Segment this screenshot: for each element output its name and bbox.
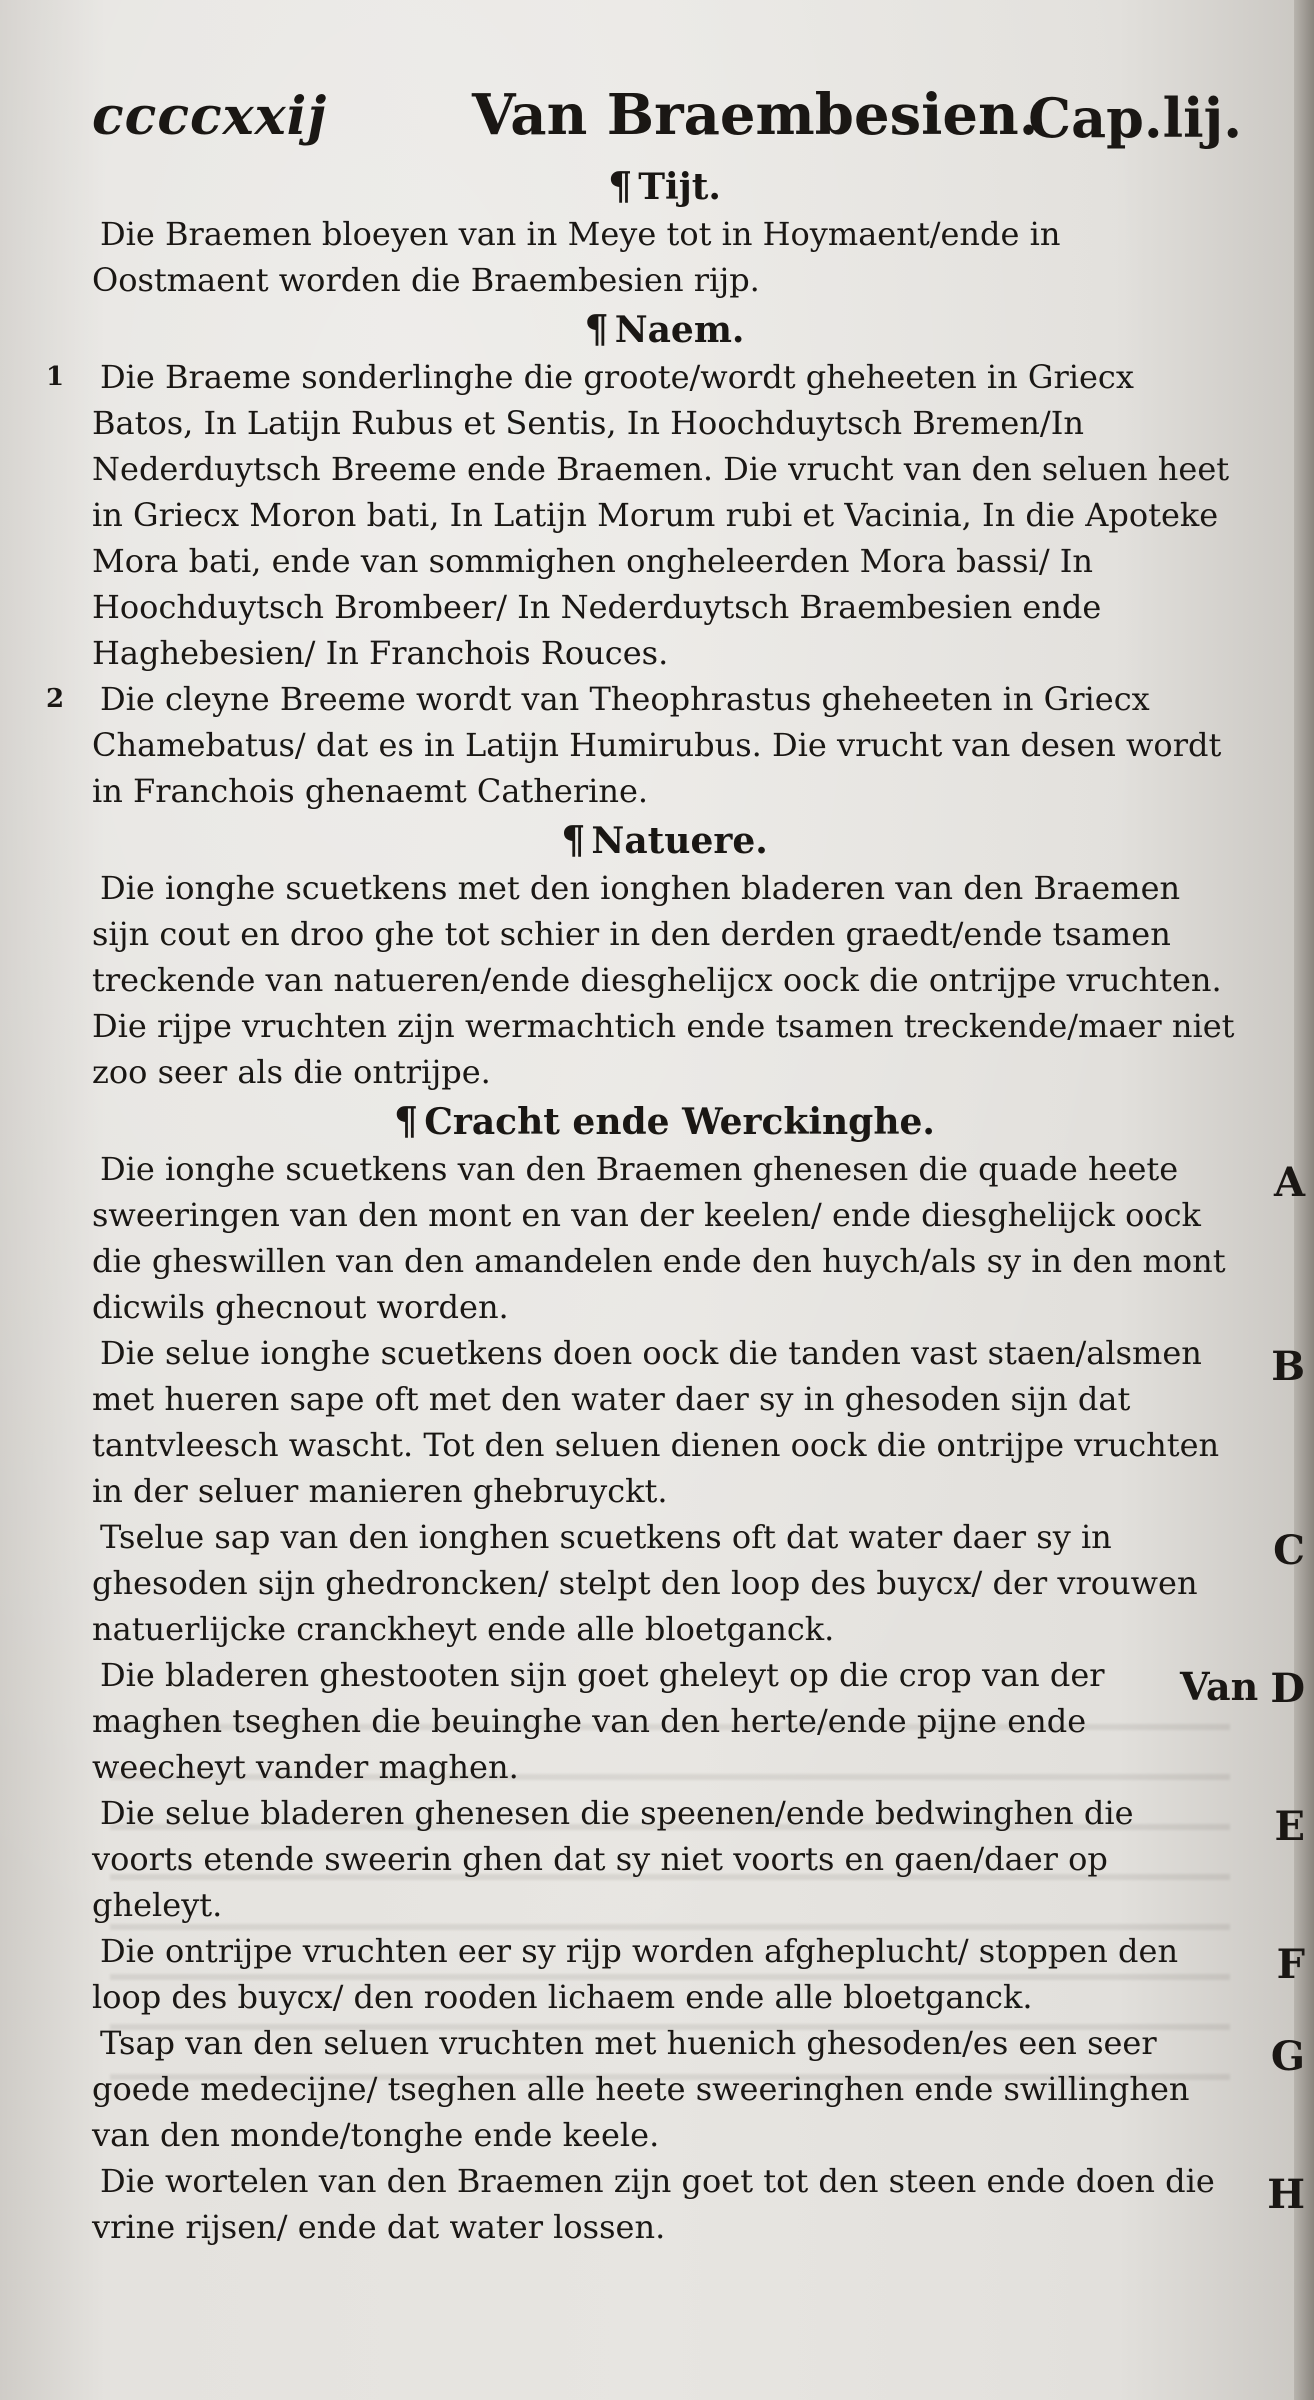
folio-number: ccccxxij: [92, 86, 328, 147]
page-header: [92, 82, 1242, 166]
margin-letter: D: [1270, 1665, 1305, 1712]
margin-letter: E: [1274, 1803, 1305, 1850]
margin-letter: A: [1273, 1159, 1305, 1206]
section-heading-text: Naem.: [614, 309, 745, 351]
margin-number: 2: [46, 684, 65, 714]
body-text: [46, 160, 1305, 2250]
paragraph: [46, 676, 1237, 814]
margin-letter: H: [1267, 2171, 1305, 2218]
pilcrow-icon: ¶: [394, 1098, 419, 1143]
paragraph-text: Tselue sap van den ionghen scuetkens oft dat water daer sy in ghesoden sijn ghedroncken/ stelpt den loop des buycx/ der vrouwen natuerlijcke cranckheyt ende alle bloetganck.: [92, 1518, 1198, 1648]
paragraph: [92, 211, 1237, 303]
chapter-number: Cap.lij.: [1028, 86, 1242, 150]
paragraph-text: Die ionghe scuetkens van den Braemen ghenesen die quade heete sweeringen van den mont en van der keelen/ ende diesghelijck oock die gheswillen van den amandelen ende den huych/als sy in den mont dicwils ghecnout worden.: [92, 1150, 1226, 1326]
margin-letter: C: [1273, 1527, 1305, 1574]
paragraph: [92, 865, 1237, 1095]
paragraph: [92, 1514, 1305, 1652]
paragraph: [92, 2020, 1305, 2158]
paragraph-text: Die selue ionghe scuetkens doen oock die tanden vast staen/alsmen met hueren sape oft met den water daer sy in ghesoden sijn dat tantvleesch wascht. Tot den seluen dienen oock die ontrijpe vruchten in der seluer manieren ghebruyckt.: [92, 1334, 1220, 1510]
running-title: Van Braembesien.: [472, 82, 1039, 148]
paragraph-text: Die selue bladeren ghenesen die speenen/ende bedwinghen die voorts etende sweerin ghen dat sy niet voorts en gaen/daer op gheleyt.: [92, 1794, 1134, 1924]
paragraph-text: Die Braeme sonderlinghe die groote/wordt gheheeten in Griecx Batos, In Latijn Rubus et Sentis, In Hoochduytsch Bremen/In Nederduytsch Breeme ende Braemen. Die vrucht van den seluen heet in Griecx Moron bati, In Latijn Morum rubi et Vacinia, In die Apoteke Mora bati, ende van sommighen ongheleerden Mora bassi/ In Hoochduytsch Brombeer/ In Nederduytsch Braembesien ende Haghebesien/ In Franchois Rouces.: [92, 358, 1230, 672]
paragraph: [92, 1652, 1305, 1790]
paragraph: [92, 1790, 1305, 1928]
section-heading: [92, 305, 1237, 354]
pilcrow-icon: ¶: [561, 817, 586, 862]
margin-letter: F: [1276, 1941, 1305, 1988]
pilcrow-icon: ¶: [608, 163, 633, 208]
section-heading: [92, 162, 1237, 211]
paragraph: [92, 1330, 1305, 1514]
paragraph-text: Die Braemen bloeyen van in Meye tot in Hoymaent/ende in Oostmaent worden die Braembesien rijp.: [92, 215, 1061, 299]
margin-number: 1: [46, 362, 65, 392]
paragraph: [92, 2158, 1305, 2250]
paragraph-text: Die ionghe scuetkens met den ionghen bladeren van den Braemen sijn cout en droo ghe tot schier in den derden graedt/ende tsamen treckende van natueren/ende diesghelijcx oock die ontrijpe vruchten. Die rijpe vruchten zijn wermachtich ende tsamen treckende/maer niet zoo seer als die ontrijpe.: [92, 869, 1235, 1091]
paragraph-text: Die wortelen van den Braemen zijn goet tot den steen ende doen die vrine rijsen/ ende dat water lossen.: [92, 2162, 1215, 2246]
paragraph-text: Die bladeren ghestooten sijn goet gheleyt op die crop van der maghen tseghen die beuinghe van den herte/ende pijne ende weecheyt vander maghen.: [92, 1656, 1105, 1786]
catchword: Van: [1180, 1664, 1259, 1709]
paragraph-text: Die ontrijpe vruchten eer sy rijp worden afgheplucht/ stoppen den loop des buycx/ den rooden lichaem ende alle bloetganck.: [92, 1932, 1179, 2016]
section-heading-text: Tijt.: [638, 166, 721, 208]
paragraph: [92, 1146, 1305, 1330]
section-heading-text: Natuere.: [591, 820, 768, 862]
paragraph-text: Tsap van den seluen vruchten met huenich ghesoden/es een seer goede medecijne/ tseghen alle heete sweeringhen ende swillinghen van den monde/tonghe ende keele.: [92, 2024, 1190, 2154]
paragraph-text: Die cleyne Breeme wordt van Theophrastus gheheeten in Griecx Chamebatus/ dat es in Latijn Humirubus. Die vrucht van desen wordt in Franchois ghenaemt Catherine.: [92, 680, 1222, 810]
section-heading: [92, 816, 1237, 865]
paragraph: [46, 354, 1237, 676]
paragraph: [92, 1928, 1305, 2020]
pilcrow-icon: ¶: [584, 306, 609, 351]
section-heading-text: Cracht ende Werckinghe.: [424, 1101, 935, 1143]
section-heading: [92, 1097, 1237, 1146]
margin-letter: B: [1271, 1343, 1305, 1390]
margin-letter: G: [1270, 2033, 1305, 2080]
